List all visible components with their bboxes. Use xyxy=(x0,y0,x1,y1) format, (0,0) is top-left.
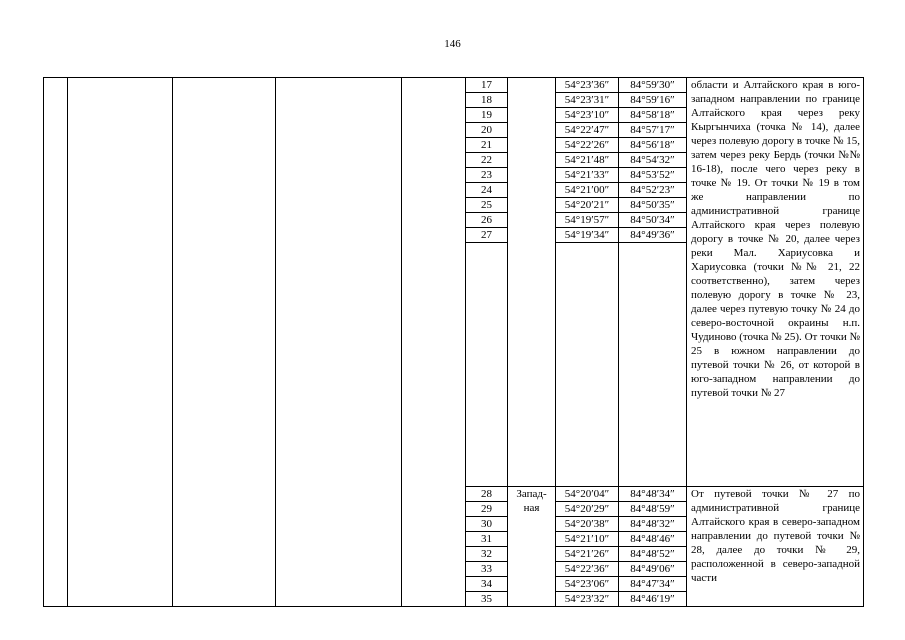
point-number: 19 xyxy=(466,108,508,123)
longitude-cell: 84°54′32″ xyxy=(619,153,687,168)
latitude-cell: 54°20′04″ xyxy=(556,487,619,502)
page-number: 146 xyxy=(444,38,461,50)
longitude-cell: 84°48′52″ xyxy=(619,547,687,562)
point-number: 28 xyxy=(466,487,508,502)
coordinates-table xyxy=(43,77,864,607)
point-number: 32 xyxy=(466,547,508,562)
point-number: 34 xyxy=(466,577,508,592)
latitude-cell: 54°20′29″ xyxy=(556,502,619,517)
longitude-cell: 84°57′17″ xyxy=(619,123,687,138)
latitude-cell: 54°22′36″ xyxy=(556,562,619,577)
longitude-cell: 84°47′34″ xyxy=(619,577,687,592)
latitude-cell: 54°21′10″ xyxy=(556,532,619,547)
empty-cell xyxy=(68,78,173,607)
point-number: 18 xyxy=(466,93,508,108)
empty-cell xyxy=(44,78,68,607)
latitude-cell: 54°23′32″ xyxy=(556,592,619,607)
longitude-cell: 84°59′30″ xyxy=(619,78,687,93)
longitude-cell: 84°59′16″ xyxy=(619,93,687,108)
longitude-cell: 84°48′32″ xyxy=(619,517,687,532)
point-number: 17 xyxy=(466,78,508,93)
point-number: 35 xyxy=(466,592,508,607)
point-number: 21 xyxy=(466,138,508,153)
point-number: 29 xyxy=(466,502,508,517)
latitude-cell: 54°23′10″ xyxy=(556,108,619,123)
table-body xyxy=(44,78,864,607)
longitude-cell: 84°53′52″ xyxy=(619,168,687,183)
point-number: 31 xyxy=(466,532,508,547)
latitude-cell: 54°23′31″ xyxy=(556,93,619,108)
latitude-cell: 54°21′00″ xyxy=(556,183,619,198)
latitude-cell: 54°21′33″ xyxy=(556,168,619,183)
latitude-cell: 54°19′34″ xyxy=(556,228,619,243)
point-number: 30 xyxy=(466,517,508,532)
latitude-cell: 54°20′21″ xyxy=(556,198,619,213)
route-description: От путевой точки № 27 по административной границе Алтайского края в северо-западном направлении до путевой точки № 28, далее до точки № 29, расположенной в северо-западной части xyxy=(687,487,864,607)
longitude-cell: 84°50′34″ xyxy=(619,213,687,228)
point-number: 26 xyxy=(466,213,508,228)
latitude-cell: 54°21′26″ xyxy=(556,547,619,562)
empty-cell xyxy=(556,243,619,487)
latitude-cell: 54°19′57″ xyxy=(556,213,619,228)
point-number: 25 xyxy=(466,198,508,213)
longitude-cell: 84°49′36″ xyxy=(619,228,687,243)
empty-cell xyxy=(173,78,276,607)
longitude-cell: 84°48′34″ xyxy=(619,487,687,502)
route-description: области и Алтайского края в юго-западном направлении по границе Алтайского края через реку Кыргынчиха (точка № 14), далее через полевую дорогу в точке № 15, затем через реку Бердь (точки №№ 16-18), после чего через реку в точке № 19. От точки № 19 в том же направлении по административной границе Алтайского края через полевую дорогу в точке № 20, далее через реки Мал. Хариусовка и Хариусовка (точки №№ 21, 22 соответственно), затем через полевую дорогу в точке № 23, далее через путевую точку № 24 до северо-восточной окраины н.п. Чудиново (точка № 25). От точки № 25 в южном направлении до путевой точки № 26, от которой в юго-западном направлении до путевой точки № 27 xyxy=(687,78,864,487)
longitude-cell: 84°48′46″ xyxy=(619,532,687,547)
latitude-cell: 54°21′48″ xyxy=(556,153,619,168)
empty-cell xyxy=(619,243,687,487)
longitude-cell: 84°48′59″ xyxy=(619,502,687,517)
point-number: 20 xyxy=(466,123,508,138)
longitude-cell: 84°52′23″ xyxy=(619,183,687,198)
empty-cell xyxy=(466,243,508,487)
latitude-cell: 54°23′36″ xyxy=(556,78,619,93)
empty-cell xyxy=(402,78,466,607)
side-cell xyxy=(508,78,556,487)
latitude-cell: 54°23′06″ xyxy=(556,577,619,592)
latitude-cell: 54°22′26″ xyxy=(556,138,619,153)
longitude-cell: 84°49′06″ xyxy=(619,562,687,577)
latitude-cell: 54°22′47″ xyxy=(556,123,619,138)
longitude-cell: 84°58′18″ xyxy=(619,108,687,123)
point-number: 33 xyxy=(466,562,508,577)
point-number: 24 xyxy=(466,183,508,198)
side-label: Запад- ная xyxy=(508,487,556,607)
longitude-cell: 84°50′35″ xyxy=(619,198,687,213)
longitude-cell: 84°56′18″ xyxy=(619,138,687,153)
point-number: 22 xyxy=(466,153,508,168)
point-number: 23 xyxy=(466,168,508,183)
latitude-cell: 54°20′38″ xyxy=(556,517,619,532)
empty-cell xyxy=(276,78,402,607)
table-row xyxy=(44,78,864,93)
longitude-cell: 84°46′19″ xyxy=(619,592,687,607)
point-number: 27 xyxy=(466,228,508,243)
